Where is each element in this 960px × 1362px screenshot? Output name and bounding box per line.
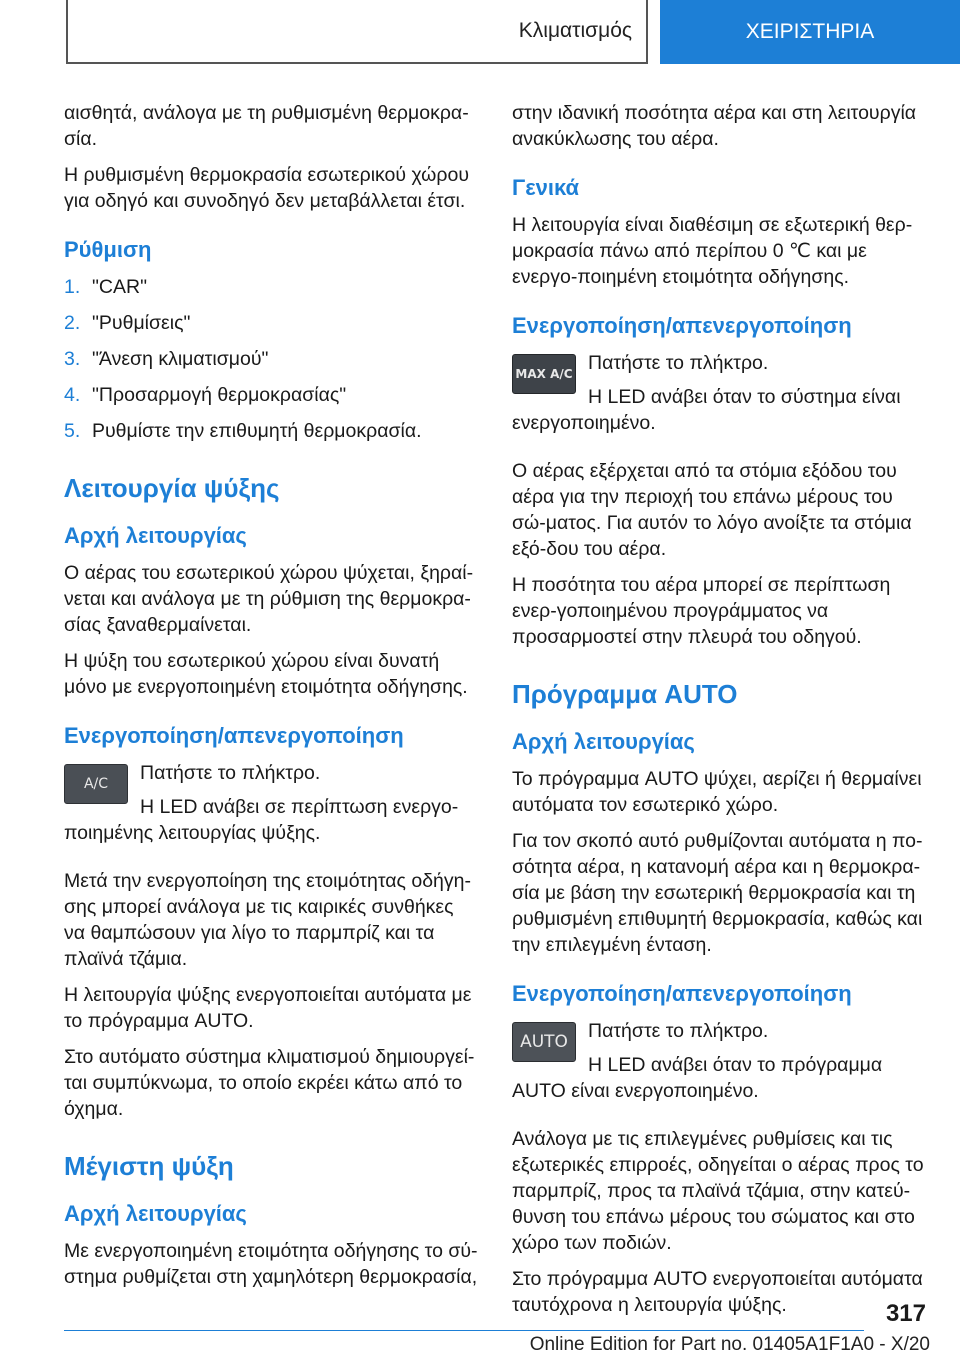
paragraph: Η λειτουργία ψύξης ενεργοποιείται αυτόματα με το πρόγραμμα AUTO. [64,984,472,1032]
paragraph: Η LED ανάβει όταν το σύστημα είναι ενεργοποιημένο. [512,386,901,434]
paragraph: Πατήστε το πλήκτρο. [588,1020,769,1042]
paragraph: Πατήστε το πλήκτρο. [588,352,769,374]
paragraph: Για τον σκοπό αυτό ρυθμίζονται αυτόματα η πο-σότητα αέρα, η κατανομή αέρα και η θερμοκρα-σία με βάση την εσωτερική θερμοκρασία και τη ρυθμισμένη επιθυμητή θερμοκρασία, καθώς και την επιλεγμένη ένταση. [512,830,923,956]
heading-setting: Ρύθμιση [64,237,152,262]
heading-general: Γενικά [512,175,580,200]
page-number: 317 [885,1300,926,1327]
heading-principle: Αρχή λειτουργίας [64,1201,247,1226]
paragraph: Η λειτουργία είναι διαθέσιμη σε εξωτερική θερ-μοκρασία πάνω από περίπου 0 ℃ και με ενεργο-ποιημένη ετοιμότητα οδήγησης. [512,214,913,288]
paragraph: Στο πρόγραμμα AUTO ενεργοποιείται αυτόματα ταυτόχρονα η λειτουργία ψύξης. [512,1268,923,1316]
chapter-header: Κλιματισμός [66,0,648,64]
heading-principle: Αρχή λειτουργίας [64,523,247,548]
heading-activate: Ενεργοποίηση/απενεργοποίηση [512,313,852,338]
ac-button-icon: A/C [64,764,128,804]
heading-activate: Ενεργοποίηση/απενεργοποίηση [64,723,404,748]
list-item: 5. Ρυθμίστε την επιθυμητή θερμοκρασία. [64,420,422,442]
list-item: 3. "Άνεση κλιματισμού" [64,348,269,370]
paragraph: Ο αέρας του εσωτερικού χώρου ψύχεται, ξηραί-νεται και ανάλογα με τη ρύθμιση της θερμοκρα-σίας ξαναθερμαίνεται. [64,562,474,636]
paragraph: Η LED ανάβει σε περίπτωση ενεργο-ποιημένης λειτουργίας ψύξης. [64,796,459,844]
paragraph: Η ψύξη του εσωτερικού χώρου είναι δυνατή μόνο με ενεργοποιημένη ετοιμότητα οδήγησης. [64,650,468,698]
paragraph: Στο αυτόματο σύστημα κλιματισμού δημιουργεί-ται συμπύκνωμα, το οποίο εκρέει κάτω από το όχημα. [64,1046,475,1120]
steps-list [64,274,478,444]
right-column [512,100,926,1328]
heading-principle: Αρχή λειτουργίας [512,729,695,754]
auto-button-row [512,1018,926,1112]
left-column [64,100,478,1300]
paragraph: Μετά την ενεργοποίηση της ετοιμότητας οδήγη-σης μπορεί ανάλογα με τις καιρικές συνθήκες να θαμπώσουν για λίγο το παρμπρίζ και τα πλαϊνά τζάμια. [64,870,471,970]
list-item: 4. "Προσαρμογή θερμοκρασίας" [64,384,347,406]
heading-max-cooling: Μέγιστη ψύξη [64,1151,234,1181]
paragraph: Με ενεργοποιημένη ετοιμότητα οδήγησης το σύ-στημα ρυθμίζεται στη χαμηλότερη θερμοκρασία, [64,1240,478,1288]
heading-auto-program: Πρόγραμμα AUTO [512,679,738,709]
footer-divider [64,1330,864,1331]
paragraph: Ανάλογα με τις επιλεγμένες ρυθμίσεις και τις εξωτερικές επιρροές, οδηγείται ο αέρας προς το παρμπρίζ, προς τα πλαϊνά τζάμια, στην κατεύ-θυνση του επάνω μέρους του σώματος και στο χώρο των ποδιών. [512,1128,924,1254]
max-ac-button-row [512,350,926,444]
paragraph: Ο αέρας εξέρχεται από τα στόμια εξόδου του αέρα για την περιοχή του επάνω μέρους του σώ-ματος. Για αυτόν το λόγο ανοίξτε τα στόμια εξό-δου του αέρα. [512,460,912,560]
paragraph: Η ρυθμισμένη θερμοκρασία εσωτερικού χώρου για οδηγό και συνοδηγό δεν μεταβάλλεται έτσι. [64,164,470,212]
list-item: 1. "CAR" [64,276,148,298]
heading-cooling: Λειτουργία ψύξης [64,473,280,503]
section-tab[interactable]: ΧΕΙΡΙΣΤΗΡΙΑ [660,0,960,64]
paragraph: Η ποσότητα του αέρα μπορεί σε περίπτωση ενερ-γοποιημένου προγράμματος να προσαρμοστεί στην πλευρά του οδηγού. [512,574,891,648]
max-ac-button-icon: MAX A/C [512,354,576,394]
heading-activate: Ενεργοποίηση/απενεργοποίηση [512,981,852,1006]
paragraph: Πατήστε το πλήκτρο. [140,762,321,784]
paragraph: στην ιδανική ποσότητα αέρα και στη λειτουργία ανακύκλωσης του αέρα. [512,102,917,150]
ac-button-row [64,760,478,854]
paragraph: Η LED ανάβει όταν το πρόγραμμα AUTO είναι ενεργοποιημένο. [512,1054,883,1102]
paragraph: αισθητά, ανάλογα με τη ρυθμισμένη θερμοκρα-σία. [64,102,469,150]
auto-button-icon: AUTO [512,1022,576,1062]
edition-note: Online Edition for Part no. 01405A1F1A0 - X/20 [529,1334,930,1355]
paragraph: Το πρόγραμμα AUTO ψύχει, αερίζει ή θερμαίνει αυτόματα τον εσωτερικό χώρο. [512,768,922,816]
list-item: 2. "Ρυθμίσεις" [64,312,191,334]
